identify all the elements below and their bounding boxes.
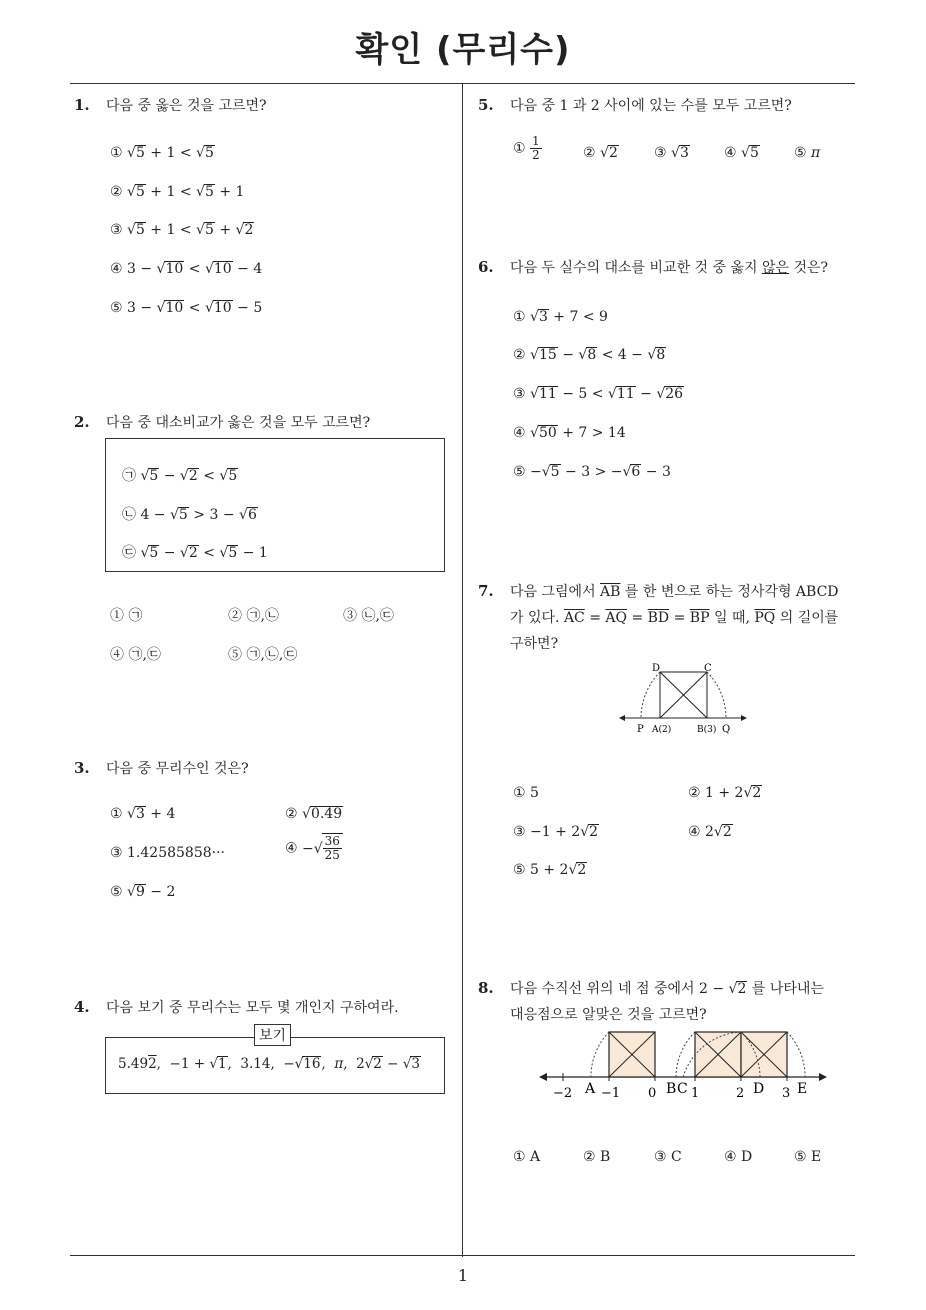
mark-digeut: ㉢ — [122, 545, 136, 561]
question-3 — [74, 758, 249, 778]
mark-nieun: ㉡ — [122, 507, 136, 523]
mark-giyeok: ㉠ — [122, 468, 136, 484]
q5-option-3[interactable]: ③ √3 — [654, 145, 689, 161]
q3-option-1[interactable]: ① √3 + 4 — [110, 806, 176, 822]
point-d: D — [753, 1081, 765, 1097]
label-d: D — [652, 663, 661, 674]
stem-part: 를 나타내는 — [747, 981, 824, 997]
option-mark: ③ — [513, 386, 526, 402]
question-1 — [74, 95, 267, 115]
option-mark: ⑤ — [794, 145, 807, 161]
stem-underlined: 않은 — [762, 260, 790, 276]
q3-option-3[interactable]: ③ 1.42585858··· — [110, 845, 225, 861]
option-mark: ③ — [110, 845, 123, 861]
tick-minus1: −1 — [601, 1086, 621, 1101]
question-stem: 다음 보기 중 무리수는 모두 몇 개인지 구하여라. — [106, 1000, 399, 1016]
question-5 — [478, 95, 792, 115]
point-c: C — [677, 1081, 688, 1097]
statement-a: ㉠ √5 − √2 < √5 — [122, 468, 238, 484]
segment-aq: $\overline{AQ}$ — [605, 610, 627, 626]
q5-option-5[interactable]: ⑤ π — [794, 145, 821, 161]
stem-part: 가 있다. — [510, 610, 564, 626]
question-number: 3. — [74, 759, 90, 777]
stem-part: 것은? — [789, 260, 829, 276]
option-mark: ④ — [110, 261, 123, 277]
point-a: A — [585, 1081, 596, 1097]
question-8: 8. 다음 수직선 위의 네 점 중에서 2 − √2 를 나타내는 대응점으로 알맞은 것을 고르면? — [478, 975, 824, 1028]
q1-option-1[interactable]: ① √5 + 1 < √5 — [110, 145, 214, 161]
option-mark: ④ — [285, 840, 298, 857]
tick-1: 1 — [691, 1086, 700, 1101]
question-number: 4. — [74, 998, 90, 1016]
option-mark: ② — [285, 806, 298, 822]
question-6 — [478, 257, 828, 277]
option-mark: ③ — [513, 824, 526, 840]
option-mark: ① — [513, 140, 526, 157]
question-2 — [74, 412, 370, 432]
segment-ac: $\overline{AC}$ — [563, 610, 585, 626]
q1-option-5[interactable]: ⑤ 3 − √10 < √10 − 5 — [110, 300, 263, 316]
stem-part: 대응점으로 알맞은 것을 고르면? — [510, 1007, 707, 1023]
segment-ab: $\overline{AB}$ — [600, 584, 621, 600]
option-mark: ⑤ — [513, 464, 526, 480]
q7-option-2[interactable]: ② 1 + 2√2 — [688, 785, 762, 801]
label-p: P — [637, 724, 644, 735]
option-mark: ③ — [110, 222, 123, 238]
tick-3: 3 — [782, 1086, 791, 1101]
stem-part: 다음 수직선 위의 네 점 중에서 — [510, 981, 699, 997]
option-mark: ③ — [654, 145, 667, 161]
bogi-label: 보기 — [254, 1024, 291, 1046]
number-line-figure — [535, 1027, 830, 1102]
option-mark: ① — [110, 806, 123, 822]
point-b: B — [666, 1081, 677, 1097]
q5-option-4[interactable]: ④ √5 — [724, 145, 759, 161]
option-mark: ④ — [724, 145, 737, 161]
bottom-rule — [70, 1255, 855, 1256]
q1-option-3[interactable]: ③ √5 + 1 < √5 + √2 — [110, 222, 254, 238]
tick-0: 0 — [648, 1086, 657, 1101]
q2-option-5[interactable]: ⑤ ㉠,㉡,㉢ — [228, 647, 298, 663]
statement-b: ㉡ 4 − √5 > 3 − √6 — [122, 507, 257, 523]
q2-option-1[interactable]: ① ㉠ — [110, 608, 143, 624]
q6-option-3[interactable]: ③ √11 − 5 < √11 − √26 — [513, 386, 684, 402]
tick-minus2: −2 — [553, 1086, 573, 1101]
option-mark: ⑤ — [513, 862, 526, 878]
stem-part: 일 때, — [709, 610, 755, 626]
q7-option-3[interactable]: ③ −1 + 2√2 — [513, 824, 599, 840]
q7-option-4[interactable]: ④ 2√2 — [688, 824, 732, 840]
q5-option-2[interactable]: ② √2 — [583, 145, 618, 161]
question-4 — [74, 997, 399, 1017]
stem-part: 구하면? — [510, 636, 559, 652]
q5-option-1[interactable]: ① $\frac{1}{2}$ — [513, 134, 540, 162]
q3-option-2[interactable]: ② √0.49 — [285, 806, 343, 822]
q8-option-5[interactable]: ⑤ E — [794, 1149, 822, 1165]
question-stem — [510, 257, 828, 277]
option-mark: ④ — [513, 425, 526, 441]
question-number: 5. — [478, 96, 494, 114]
option-mark: ② — [110, 184, 123, 200]
segment-pq: $\overline{PQ}$ — [754, 610, 776, 626]
q6-option-4[interactable]: ④ √50 + 7 > 14 — [513, 425, 626, 441]
stem-part: 다음 두 실수의 대소를 비교한 것 중 옳지 — [510, 260, 762, 276]
q3-option-4[interactable]: ④ −√ $\frac{36}{25}$ — [285, 833, 343, 862]
stem-part: 다음 그림에서 — [510, 584, 601, 600]
q7-option-5[interactable]: ⑤ 5 + 2√2 — [513, 862, 587, 878]
question-stem: 다음 중 대소비교가 옳은 것을 모두 고르면? — [106, 415, 371, 431]
option-mark: ② — [513, 347, 526, 363]
segment-bd: $\overline{BD}$ — [647, 610, 670, 626]
option-mark: ② — [688, 785, 701, 801]
q8-option-2[interactable]: ② B — [583, 1149, 611, 1165]
bogi-content: 5.492, −1 + √1, 3.14, −√16, π, 2√2 − √3 — [118, 1056, 420, 1072]
q8-option-4[interactable]: ④ D — [724, 1149, 753, 1165]
option-mark: ⑤ — [110, 300, 123, 316]
tick-2: 2 — [736, 1086, 745, 1101]
label-b: B(3) — [697, 725, 717, 735]
page-title: 확인 (무리수) — [355, 30, 571, 70]
q6-option-2[interactable]: ② √15 − √8 < 4 − √8 — [513, 347, 666, 363]
stem-part: 의 길이를 — [775, 610, 839, 626]
q8-option-1[interactable]: ① A — [513, 1149, 541, 1165]
question-stem: 다음 중 1 과 2 사이에 있는 수를 모두 고르면? — [510, 98, 792, 114]
q6-option-5[interactable]: ⑤ −√5 − 3 > −√6 − 3 — [513, 464, 671, 480]
option-mark: ② — [583, 145, 596, 161]
q2-option-4[interactable]: ④ ㉠,㉢ — [110, 647, 161, 663]
q1-option-4[interactable]: ④ 3 − √10 < √10 − 4 — [110, 261, 263, 277]
page-number: 1 — [457, 1266, 469, 1285]
q3-option-5[interactable]: ⑤ √9 − 2 — [110, 884, 176, 900]
question-number: 6. — [478, 258, 494, 276]
q6-option-1[interactable]: ① √3 + 7 < 9 — [513, 309, 608, 325]
option-mark: ① — [513, 309, 526, 325]
column-divider — [462, 83, 463, 1257]
statement-c: ㉢ √5 − √2 < √5 − 1 — [122, 545, 268, 561]
question-stem: 다음 중 옳은 것을 고르면? — [106, 98, 267, 114]
label-c: C — [704, 663, 712, 674]
question-number: 1. — [74, 96, 90, 114]
option-mark: ⑤ — [110, 884, 123, 900]
square-figure — [615, 660, 750, 740]
stem-part: 를 한 변으로 하는 정사각형 ABCD — [620, 584, 839, 600]
segment-bp: $\overline{BP}$ — [689, 610, 710, 626]
label-a: A(2) — [652, 725, 672, 735]
q2-option-2[interactable]: ② ㉠,㉡ — [228, 608, 279, 624]
q2-option-3[interactable]: ③ ㉡,㉢ — [343, 608, 394, 624]
point-e: E — [797, 1081, 808, 1097]
option-mark: ④ — [688, 824, 701, 840]
question-number: 7. — [478, 582, 494, 600]
question-number: 2. — [74, 413, 90, 431]
question-number: 8. — [478, 979, 494, 997]
label-q: Q — [722, 724, 731, 735]
q1-option-2[interactable]: ② √5 + 1 < √5 + 1 — [110, 184, 245, 200]
q8-option-3[interactable]: ③ C — [654, 1149, 682, 1165]
option-mark: ① — [110, 145, 123, 161]
q7-option-1[interactable]: ① 5 — [513, 785, 539, 801]
question-7: 7. 다음 그림에서 $\overline{AB}$ 를 한 변으로 하는 정사각형 ABCD 가 있다. $\overline{AC} = \overline{AQ} = \overline{BD} = \overline{BP}$ 일 때, $\overline{PQ}$ 의 길이를 구하면? — [478, 578, 839, 657]
question-stem: 다음 중 무리수인 것은? — [106, 761, 249, 777]
